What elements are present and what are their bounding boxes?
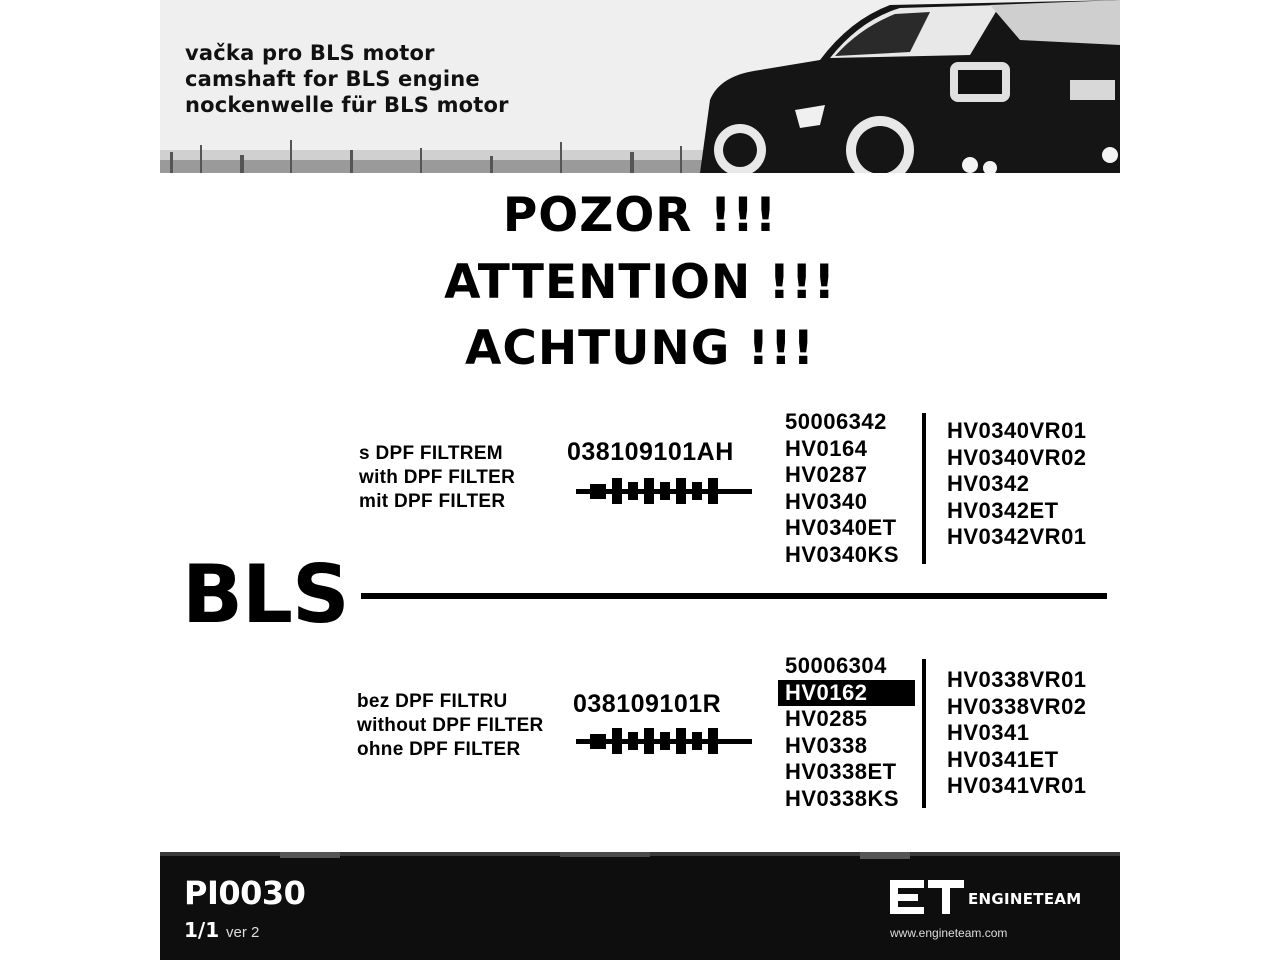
warning-cz: POZOR !!! bbox=[502, 188, 778, 243]
condition-line: s DPF FILTREM bbox=[359, 443, 503, 464]
header-banner bbox=[160, 0, 1120, 173]
reference-item: 50006304 bbox=[785, 653, 887, 678]
title-line-de: nockenwelle für BLS motor bbox=[185, 93, 509, 117]
reference-item-highlighted: HV0162 bbox=[778, 680, 915, 707]
reference-item: HV0285 bbox=[785, 706, 868, 732]
condition-without-dpf bbox=[357, 690, 544, 762]
oem-part-number-without-dpf: 038109101R bbox=[573, 690, 722, 718]
warning-de: ACHTUNG !!! bbox=[464, 321, 815, 376]
reference-item: HV0287 bbox=[785, 462, 868, 488]
reference-item: HV0341VR01 bbox=[947, 773, 1087, 799]
reference-item: 50006342 bbox=[785, 409, 887, 434]
reference-item: HV0338VR01 bbox=[947, 667, 1087, 692]
condition-line: with DPF FILTER bbox=[359, 467, 516, 488]
reference-list-without-dpf-2 bbox=[947, 667, 1087, 800]
reference-item: HV0341ET bbox=[947, 746, 1059, 772]
reference-list-without-dpf-1 bbox=[785, 653, 915, 813]
title-line-en: camshaft for BLS engine bbox=[185, 67, 480, 91]
divider-line bbox=[361, 593, 1107, 599]
condition-line: bez DPF FILTRU bbox=[357, 691, 508, 712]
camshaft-icon bbox=[576, 476, 752, 506]
condition-line: ohne DPF FILTER bbox=[357, 739, 521, 760]
column-divider bbox=[922, 659, 926, 808]
car-illustration-icon bbox=[700, 0, 1120, 173]
column-divider bbox=[922, 413, 926, 564]
condition-with-dpf bbox=[359, 442, 515, 514]
reference-item: HV0342VR01 bbox=[947, 524, 1087, 550]
reference-list-with-dpf-2 bbox=[947, 418, 1087, 551]
reference-item: HV0164 bbox=[785, 435, 868, 461]
condition-line: without DPF FILTER bbox=[357, 715, 544, 736]
product-sheet bbox=[160, 0, 1120, 960]
oem-part-number-with-dpf: 038109101AH bbox=[567, 438, 734, 466]
reference-item: HV0338VR02 bbox=[947, 693, 1087, 719]
reference-item: HV0340KS bbox=[785, 541, 900, 567]
reference-item: HV0340 bbox=[785, 488, 868, 514]
title-line-cz: vačka pro BLS motor bbox=[185, 41, 435, 65]
reference-item: HV0338 bbox=[785, 732, 868, 758]
footer-grunge-texture bbox=[160, 852, 1120, 872]
header-title bbox=[185, 40, 509, 118]
reference-item: HV0338ET bbox=[785, 759, 897, 785]
reference-item: HV0342 bbox=[947, 471, 1030, 497]
et-logo-icon bbox=[890, 876, 964, 920]
engine-code: BLS bbox=[182, 548, 349, 641]
warning-en: ATTENTION !!! bbox=[444, 255, 836, 310]
version-label: ver 2 bbox=[226, 924, 260, 941]
reference-item: HV0338KS bbox=[785, 785, 900, 811]
reference-item: HV0340ET bbox=[785, 515, 897, 541]
reference-item: HV0340VR02 bbox=[947, 444, 1087, 470]
camshaft-icon bbox=[576, 726, 752, 756]
reference-item: HV0340VR01 bbox=[947, 418, 1087, 443]
reference-list-with-dpf-1 bbox=[785, 409, 899, 569]
page-indicator: 1/1 bbox=[184, 918, 220, 942]
document-code: PI0030 bbox=[184, 874, 306, 912]
condition-line: mit DPF FILTER bbox=[359, 491, 506, 512]
reference-item: HV0341 bbox=[947, 720, 1030, 746]
reference-item: HV0342ET bbox=[947, 497, 1059, 523]
brand-name: ENGINETEAM bbox=[968, 890, 1082, 908]
brand-url-link[interactable]: www.engineteam.com bbox=[890, 926, 1008, 940]
footer-bar bbox=[160, 852, 1120, 960]
